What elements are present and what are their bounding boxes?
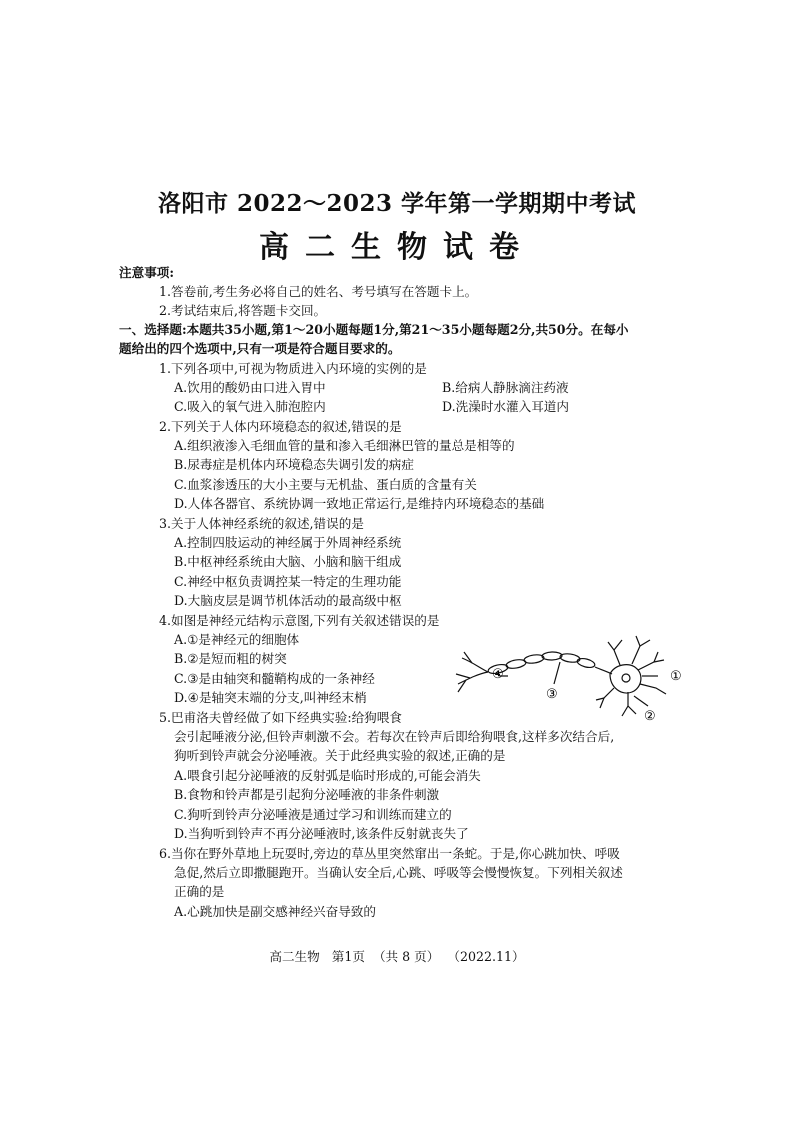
q5-option-d: D.当狗听到铃声不再分泌唾液时,该条件反射就丧失了: [174, 826, 469, 841]
q4-option-d: D.④是轴突末端的分支,叫神经末梢: [174, 690, 367, 705]
q3-option-c: C.神经中枢负责调控某一特定的生理功能: [174, 574, 402, 589]
figure-label-3: ③: [546, 687, 558, 702]
notice-item-2: 2.考试结束后,将答题卡交回。: [159, 303, 327, 318]
section-instruction-line1: 一、选择题:本题共35小题,第1～20小题每题1分,第21～35小题每题2分,共50分。在每小: [119, 322, 629, 337]
q2-option-b: B.尿毒症是机体内环境稳态失调引发的病症: [174, 457, 414, 472]
q1-stem: 1.下列各项中,可视为物质进入内环境的实例的是: [159, 361, 427, 376]
q1-option-a: A.饮用的酸奶由口进入胃中: [174, 380, 326, 395]
q3-option-d: D.大脑皮层是调节机体活动的最高级中枢: [174, 593, 402, 608]
notice-heading: 注意事项:: [119, 265, 175, 280]
figure-label-1: ①: [670, 669, 682, 684]
notice-item-1: 1.答卷前,考生务必将自己的姓名、考号填写在答题卡上。: [159, 284, 478, 299]
q2-option-a: A.组织液渗入毛细血管的量和渗入毛细淋巴管的量总是相等的: [174, 438, 515, 453]
q6-option-a: A.心跳加快是副交感神经兴奋导致的: [174, 904, 377, 919]
q1-option-b: B.给病人静脉滴注药液: [442, 380, 569, 395]
q5-stem-line1: 5.巴甫洛夫曾经做了如下经典实验:给狗喂食: [159, 710, 402, 725]
q2-stem: 2.下列关于人体内环境稳态的叙述,错误的是: [159, 419, 402, 434]
q2-option-c: C.血浆渗透压的大小主要与无机盐、蛋白质的含量有关: [174, 477, 477, 492]
q5-stem-line3: 狗听到铃声就会分泌唾液。关于此经典实验的叙述,正确的是: [174, 748, 506, 763]
section-instruction-line2: 题给出的四个选项中,只有一项是符合题目要求的。: [119, 341, 401, 356]
q5-stem-line2: 会引起唾液分泌,但铃声刺激不会。若每次在铃声后即给狗喂食,这样多次结合后,: [174, 729, 615, 744]
q6-stem-line2: 急促,然后立即撒腿跑开。当确认安全后,心跳、呼吸等会慢慢恢复。下列相关叙述: [174, 865, 623, 880]
page-footer: 高二生物 第1页 （共 8 页） （2022.11）: [269, 949, 525, 964]
q1-option-d: D.洗澡时水灌入耳道内: [442, 399, 569, 414]
q6-stem-line1: 6.当你在野外草地上玩耍时,旁边的草丛里突然窜出一条蛇。于是,你心跳加快、呼吸: [159, 846, 620, 861]
q4-option-c: C.③是由轴突和髓鞘构成的一条神经: [174, 671, 375, 686]
figure-label-2: ②: [644, 709, 656, 722]
q5-option-c: C.狗听到铃声分泌唾液是通过学习和训练而建立的: [174, 807, 452, 822]
q2-option-d: D.人体各器官、系统协调一致地正常运行,是维持内环境稳态的基础: [174, 496, 545, 511]
exam-title: 洛阳市 2022～2023 学年第一学期期中考试: [157, 190, 637, 217]
q6-stem-line3: 正确的是: [174, 884, 225, 899]
q5-option-a: A.喂食引起分泌唾液的反射弧是临时形成的,可能会消失: [174, 768, 481, 783]
q3-option-b: B.中枢神经系统由大脑、小脑和脑干组成: [174, 554, 402, 569]
q3-stem: 3.关于人体神经系统的叙述,错误的是: [159, 516, 364, 531]
q4-stem: 4.如图是神经元结构示意图,下列有关叙述错误的是: [159, 613, 440, 628]
figure-label-4: ④: [492, 667, 504, 682]
q4-option-b: B.②是短而粗的树突: [174, 651, 287, 666]
neuron-diagram: [450, 632, 690, 722]
exam-subtitle: 高二生物试卷: [259, 230, 535, 265]
q5-option-b: B.食物和铃声都是引起狗分泌唾液的非条件刺激: [174, 787, 440, 802]
q3-option-a: A.控制四肢运动的神经属于外周神经系统: [174, 535, 402, 550]
q4-option-a: A.①是神经元的细胞体: [174, 632, 300, 647]
q1-option-c: C.吸入的氧气进入肺泡腔内: [174, 399, 326, 414]
